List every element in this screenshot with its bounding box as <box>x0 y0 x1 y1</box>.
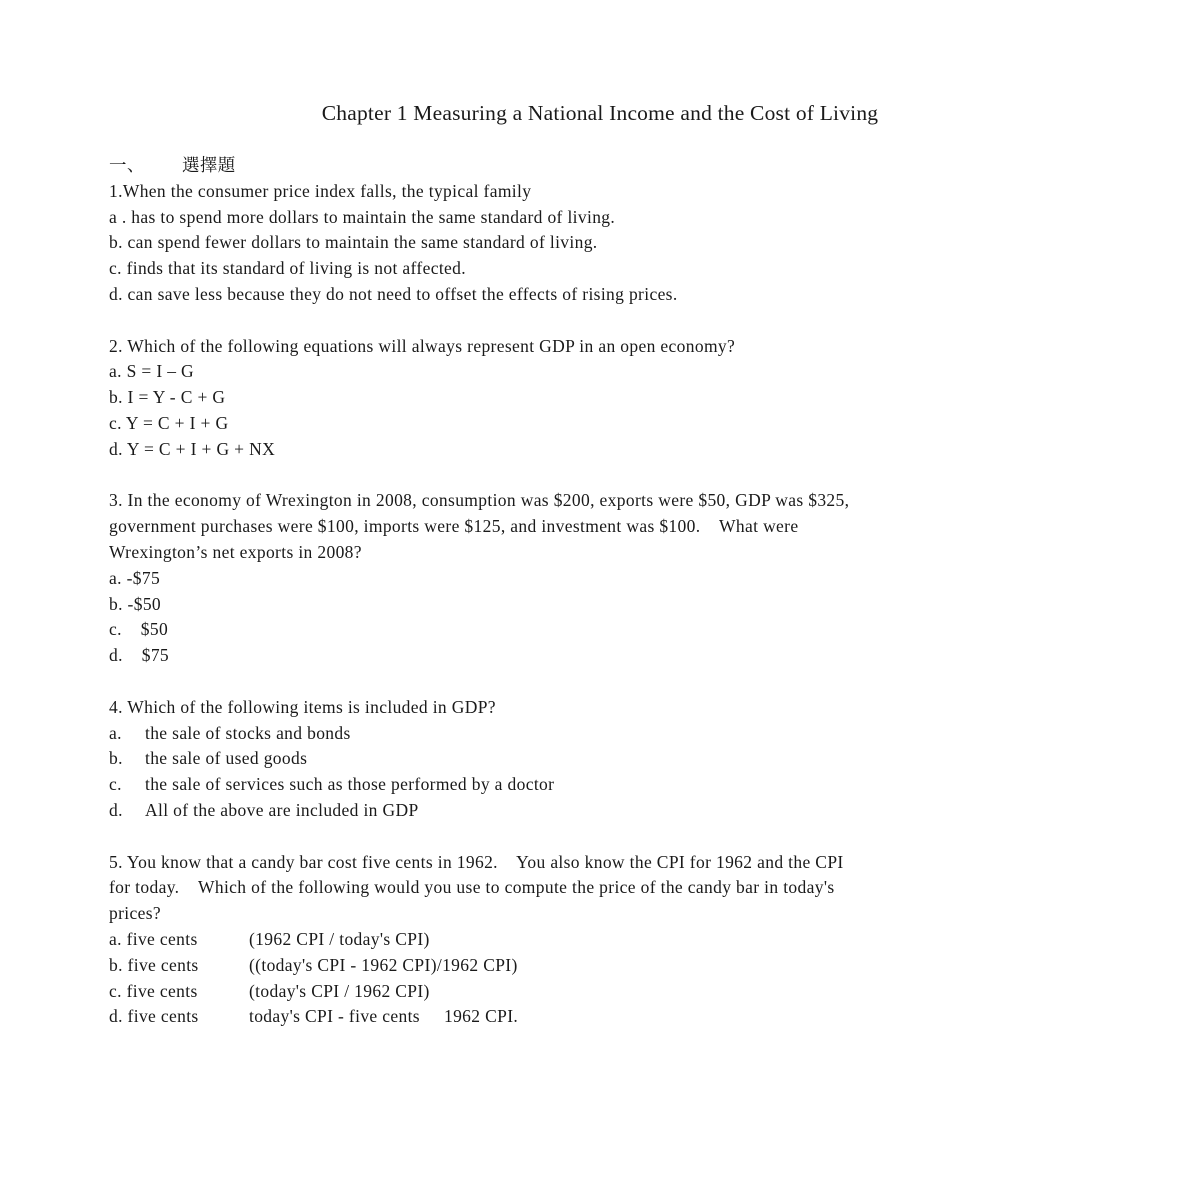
option-d: d. Y = C + I + G + NX <box>109 438 276 459</box>
option-text: the sale of stocks and bonds <box>145 722 351 743</box>
option-c <box>109 979 1099 1005</box>
question-stem: 2. Which of the following equations will always represent GDP in an open economy? <box>109 335 736 356</box>
option-text: the sale of used goods <box>145 748 308 769</box>
option-a <box>109 927 1099 953</box>
question-3 <box>109 488 1099 669</box>
section-label: 選擇題 <box>182 155 236 175</box>
option-letter: b. <box>109 748 123 769</box>
question-stem: prices? <box>109 903 162 924</box>
spacer <box>109 824 1099 850</box>
question-5 <box>109 850 1099 1031</box>
option-lead: b. five cents <box>109 954 199 975</box>
option-letter: a. <box>109 722 122 743</box>
question-stem: 1.When the consumer price index falls, the typical family <box>109 180 532 201</box>
option-a: a . has to spend more dollars to maintain the same standard of living. <box>109 206 616 227</box>
option-tail: 1962 CPI. <box>443 1006 519 1027</box>
option-b <box>109 746 1099 772</box>
option-a: a. S = I – G <box>109 361 195 382</box>
option-formula: ((today's CPI - 1962 CPI)/1962 CPI) <box>249 954 518 975</box>
section-heading <box>109 153 1099 179</box>
spacer <box>109 308 1099 334</box>
option-a: a. -$75 <box>109 567 161 588</box>
option-lead: a. five cents <box>109 928 198 949</box>
document-title: Chapter 1 Measuring a National Income and the Cost of Living <box>321 101 879 125</box>
option-b: b. I = Y - C + G <box>109 387 226 408</box>
question-stem: government purchases were $100, imports were $125, and investment was $100. What were <box>109 516 799 537</box>
option-letter: c. <box>109 774 122 795</box>
option-c: c. Y = C + I + G <box>109 412 229 433</box>
question-2 <box>109 334 1099 463</box>
document-body <box>109 153 1099 1030</box>
option-c <box>109 772 1099 798</box>
option-lead: c. five cents <box>109 980 198 1001</box>
option-b <box>109 953 1099 979</box>
question-4 <box>109 695 1099 824</box>
option-c: c. $50 <box>109 619 169 640</box>
option-d: d. can save less because they do not need to offset the effects of rising prices. <box>109 283 678 304</box>
option-formula: today's CPI - five cents <box>249 1006 420 1027</box>
option-a <box>109 721 1099 747</box>
option-formula: (1962 CPI / today's CPI) <box>249 928 430 949</box>
option-text: the sale of services such as those performed by a doctor <box>145 774 555 795</box>
question-stem: 4. Which of the following items is included in GDP? <box>109 696 496 717</box>
question-stem: 3. In the economy of Wrexington in 2008, consumption was $200, exports were $50, GDP was $325, <box>109 490 850 511</box>
question-stem: Wrexington’s net exports in 2008? <box>109 541 362 562</box>
option-text: All of the above are included in GDP <box>145 799 419 820</box>
question-stem: 5. You know that a candy bar cost five cents in 1962. You also know the CPI for 1962 and the CPI <box>109 851 844 872</box>
option-lead: d. five cents <box>109 1006 199 1027</box>
spacer <box>109 463 1099 489</box>
option-letter: d. <box>109 799 123 820</box>
spacer <box>109 669 1099 695</box>
option-formula: (today's CPI / 1962 CPI) <box>249 980 430 1001</box>
question-1 <box>109 179 1099 308</box>
option-d <box>109 798 1099 824</box>
option-c: c. finds that its standard of living is not affected. <box>109 258 466 279</box>
option-d: d. $75 <box>109 645 170 666</box>
option-d <box>109 1004 1099 1030</box>
option-b: b. -$50 <box>109 593 162 614</box>
question-stem: for today. Which of the following would you use to compute the price of the candy bar in today's <box>109 877 835 898</box>
section-number: 一、 <box>109 155 145 175</box>
option-b: b. can spend fewer dollars to maintain the same standard of living. <box>109 232 598 253</box>
